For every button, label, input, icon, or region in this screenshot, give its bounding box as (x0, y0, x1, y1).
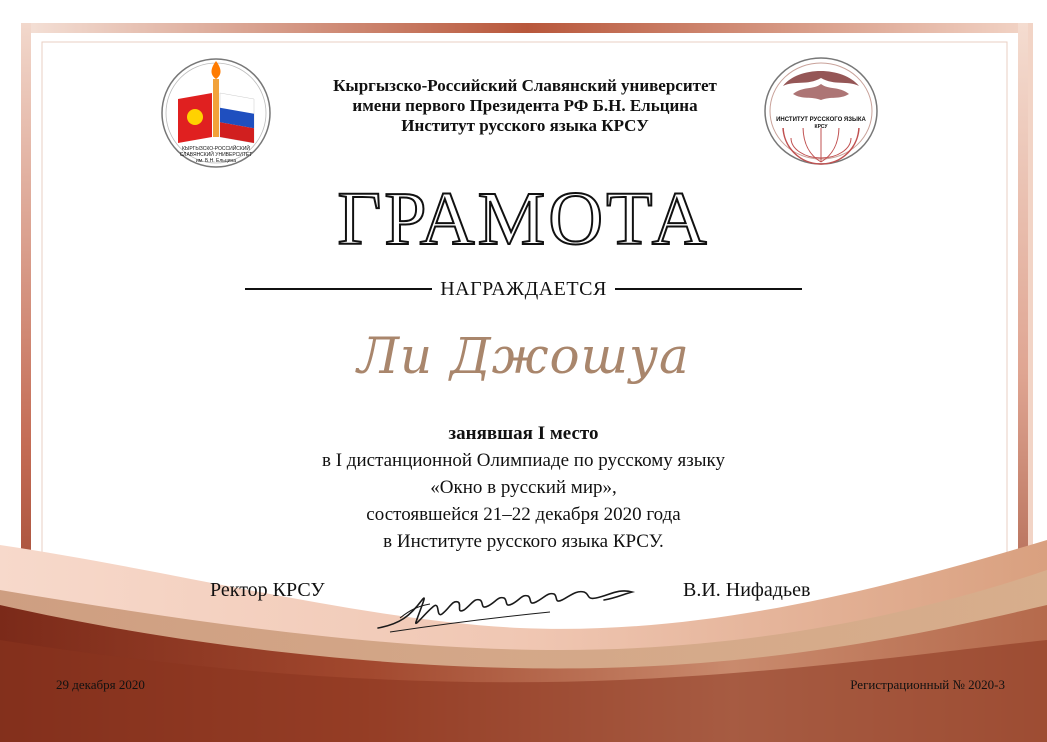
russian-language-institute-emblem-icon (763, 56, 879, 166)
certificate-title: ГРАМОТА (337, 177, 710, 261)
registration-number: Регистрационный № 2020-3 (850, 677, 1005, 692)
body-line-1: занявшая I место (448, 423, 599, 444)
body-line-4: состоявшейся 21–22 декабря 2020 года (366, 504, 681, 525)
logo-right-caption-2: КРСУ (814, 124, 828, 130)
divider-left (245, 288, 432, 290)
university-header (290, 76, 760, 136)
body-line-5: в Институте русского языка КРСУ. (383, 531, 664, 552)
logo-left-caption-2: СЛАВЯНСКИЙ УНИВЕРСИТЕТ (179, 152, 253, 158)
logo-right-caption: ИНСТИТУТ РУССКОГО ЯЗЫКА (776, 117, 866, 123)
header-line-1: Кыргызско-Российский Славянский университет (333, 76, 717, 95)
krsu-emblem-icon (160, 57, 272, 169)
header-line-2: имени первого Президента РФ Б.Н. Ельцина (352, 96, 698, 115)
handwritten-signature-icon (370, 570, 650, 640)
header-line-3: Институт русского языка КРСУ (401, 116, 649, 135)
signatory-name: В.И. Нифадьев (683, 579, 811, 601)
signatory-position: Ректор КРСУ (210, 579, 325, 601)
certificate-body (0, 420, 1047, 555)
awarded-label: НАГРАЖДАЕТСЯ (440, 277, 607, 300)
logo-left-caption: КЫРГЫЗСКО-РОССИЙСКИЙ (181, 146, 251, 152)
issue-date: 29 декабря 2020 (56, 677, 145, 692)
divider-right (615, 288, 802, 290)
awarded-row (245, 276, 802, 302)
body-line-3: «Окно в русский мир», (430, 477, 617, 498)
logo-left-caption-3: им. Б.Н. Ельцина (195, 158, 237, 164)
body-line-2: в I дистанционной Олимпиаде по русскому языку (322, 450, 725, 471)
recipient-name: Ли Джошуа (357, 327, 690, 385)
